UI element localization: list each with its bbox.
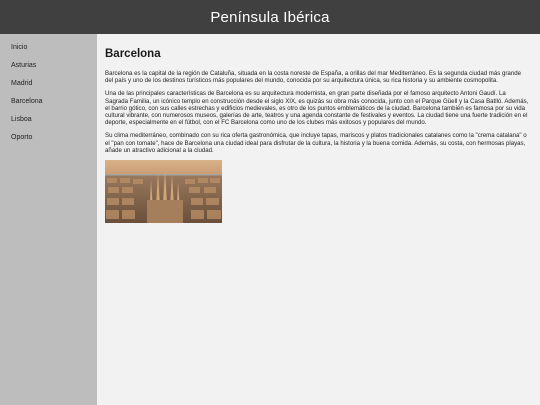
paragraph-architecture: Una de las principales características de Barcelona es su arquitectura modernista, en gran parte diseñada por el famoso arquitecto Antoni Gaudí. La Sagrada Familia, un icónico templo en construcción desde el siglo XIX, es quizás su obra más conocida, junto con el Parque Güell y la Casa Batlló. Además, el barrio gótico, con sus calles estrechas y edificios medievales, es otro de los puntos emblemáticos de la ciudad. Barcelona también es famosa por su vida cultural vibrante, con numerosos museos, galerías de arte, teatros y una agenda constante de festivales y eventos. La ciudad tiene una fuerte tradición en el deporte, especialmente en el fútbol, con el FC Barcelona como uno de los clubes más exitosos y populares del mundo. xyxy=(105,90,529,127)
sidebar-item-madrid[interactable]: Madrid xyxy=(11,80,33,87)
sidebar-item-oporto[interactable]: Oporto xyxy=(11,134,33,141)
site-header xyxy=(0,0,540,34)
sidebar-item-barcelona[interactable]: Barcelona xyxy=(11,98,43,105)
sidebar-item-inicio[interactable]: Inicio xyxy=(11,44,28,51)
sidebar-item-asturias[interactable]: Asturias xyxy=(11,62,37,69)
sidebar-menu xyxy=(0,34,97,151)
paragraph-climate: Su clima mediterráneo, combinado con su rica oferta gastronómica, que incluye tapas, mariscos y platos tradicionales catalanes como la "crema catalana" o el "pan con tomate", hace de Barcelona una ciudad ideal para disfrutar de la cultura, la historia y la buena comida. Además, su costa, con hermosas playas, añade un atractivo adicional a la ciudad. xyxy=(105,132,527,154)
sidebar-item-lisboa[interactable]: Lisboa xyxy=(11,116,32,123)
barcelona-aerial-photo xyxy=(105,160,222,223)
page-title: Barcelona xyxy=(105,48,161,60)
main-content xyxy=(97,34,540,405)
site-title: Península Ibérica xyxy=(210,8,330,26)
sidebar xyxy=(0,34,97,405)
article xyxy=(105,48,530,223)
paragraph-intro: Barcelona es la capital de la región de Cataluña, situada en la costa noreste de España, a orillas del mar Mediterráneo. Es la segunda ciudad más grande del país y uno de los destinos turísticos más populares del mundo, conocida por su arquitectura única, su rica historia y su ambiente cosmopolita. xyxy=(105,70,521,85)
